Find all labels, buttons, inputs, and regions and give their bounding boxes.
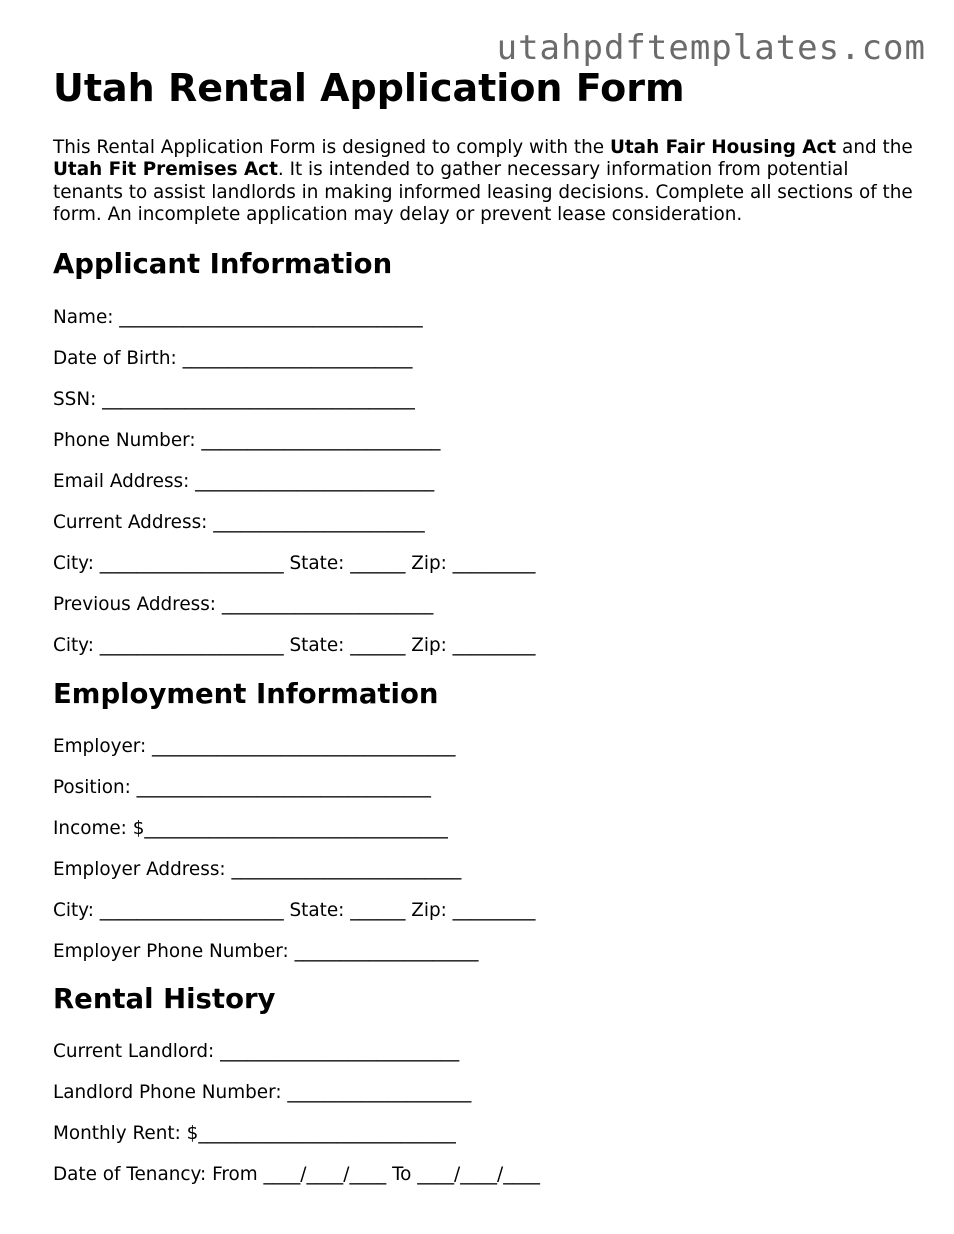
intro-bold-fair-housing: Utah Fair Housing Act — [609, 137, 837, 158]
intro-text-2: and the — [836, 137, 913, 158]
section-heading-employment: Employment Information — [53, 678, 439, 710]
field-email-address[interactable]: Email Address: __________________________ — [53, 471, 435, 492]
field-current-landlord[interactable]: Current Landlord: __________________________ — [53, 1041, 460, 1062]
watermark: utahpdftemplates.com — [496, 28, 926, 68]
field-previous-address[interactable]: Previous Address: _______________________ — [53, 594, 434, 615]
intro-bold-fit-premises: Utah Fit Premises Act — [53, 159, 278, 181]
field-employer-phone[interactable]: Employer Phone Number: ____________________ — [53, 941, 479, 962]
field-date-of-tenancy[interactable]: Date of Tenancy: From ____/____/____ To ____/____/____ — [53, 1164, 541, 1185]
field-name[interactable]: Name: _________________________________ — [53, 307, 423, 328]
field-income[interactable]: Income: $_________________________________ — [53, 818, 448, 839]
field-monthly-rent[interactable]: Monthly Rent: $____________________________ — [53, 1123, 456, 1144]
page-title: Utah Rental Application Form — [53, 66, 685, 110]
field-landlord-phone[interactable]: Landlord Phone Number: ____________________ — [53, 1082, 472, 1103]
intro-text-1: This Rental Application Form is designed to comply with the — [53, 137, 610, 158]
section-heading-applicant: Applicant Information — [53, 248, 393, 280]
field-employer-address[interactable]: Employer Address: _________________________ — [53, 859, 462, 880]
section-heading-rental-history: Rental History — [53, 983, 276, 1015]
intro-text-3: . It is intended to gather necessary information from potential tenants to assist landlords in making informed leasing decisions. Complete all sections of the form. An incomplete application may delay or prevent lease consideration. — [53, 159, 913, 225]
field-employer-city-state-zip[interactable]: City: ____________________ State: ______ Zip: _________ — [53, 900, 536, 921]
intro-paragraph — [53, 137, 913, 226]
field-current-address[interactable]: Current Address: _______________________ — [53, 512, 425, 533]
field-employer[interactable]: Employer: _________________________________ — [53, 736, 456, 757]
field-ssn[interactable]: SSN: __________________________________ — [53, 389, 415, 410]
field-date-of-birth[interactable]: Date of Birth: _________________________ — [53, 348, 413, 369]
field-position[interactable]: Position: ________________________________ — [53, 777, 431, 798]
field-current-city-state-zip[interactable]: City: ____________________ State: ______ Zip: _________ — [53, 553, 536, 574]
field-previous-city-state-zip[interactable]: City: ____________________ State: ______ Zip: _________ — [53, 635, 536, 656]
field-phone-number[interactable]: Phone Number: __________________________ — [53, 430, 441, 451]
